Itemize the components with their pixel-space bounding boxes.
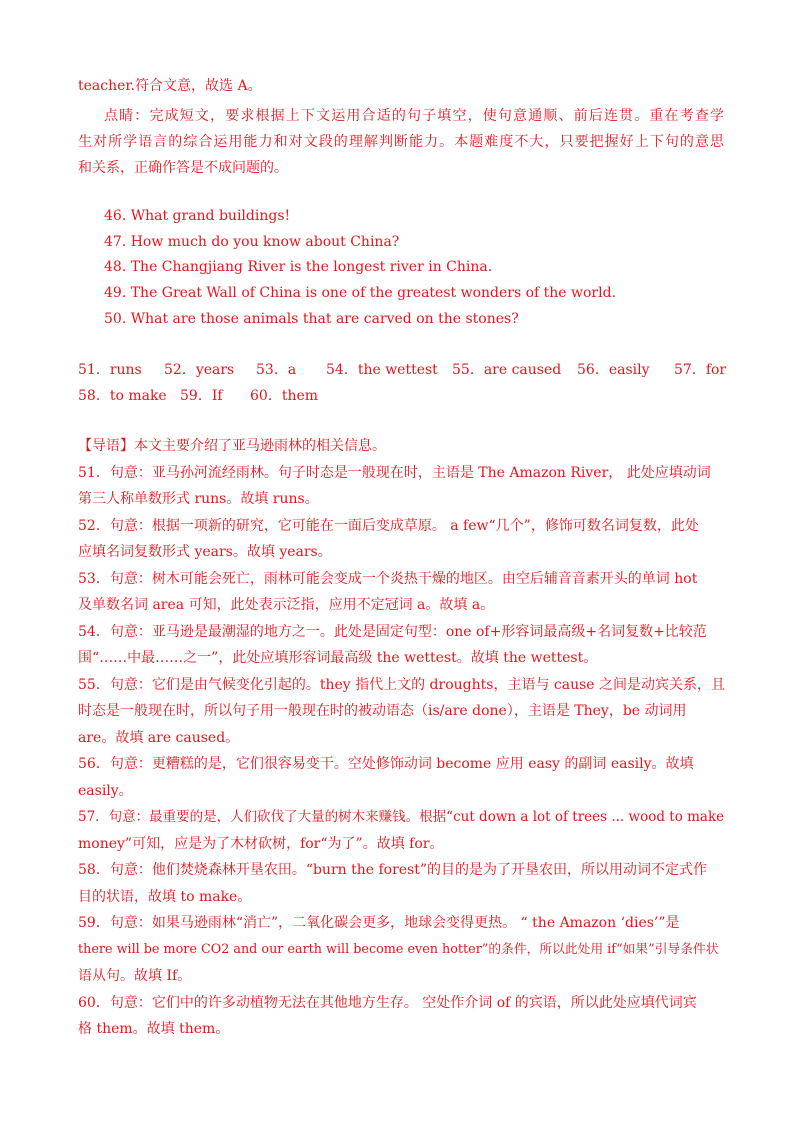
explanation-line: money”可知，应是为了木材砍树，for“为了”。故填 for。 [78, 836, 444, 852]
tip-line: 点睛：完成短文，要求根据上下文运用合适的句子填空，使句意通顺、前后连贯。重在考查学 [104, 108, 724, 124]
explanation-line: there will be more CO2 and our earth will become even hotter”的条件，所以此处用 if“如果”引导条件状 [78, 942, 719, 957]
explanation-line: 围“……中最……之一”，此处应填形容词最高级 the wettest。故填 the wettest。 [78, 650, 598, 666]
explanation-line: 58．句意：他们焚烧森林开垦农田。“burn the forest”的目的是为了开垦农田，所以用动词不定式作 [78, 862, 708, 878]
explanation-line: 52．句意：根据一项新的研究，它可能在一面后变成草原。 a few“几个”，修饰可数名词复数，此处 [78, 518, 699, 534]
sentence-answer: 47. How much do you know about China? [104, 234, 400, 250]
explanation-line: 57．句意：最重要的是，人们砍伐了大量的树木来赚钱。根据“cut down a lot of trees ... wood to make [78, 809, 725, 825]
answer-item: 53．a [256, 362, 297, 378]
explanation-line: are。故填 are caused。 [78, 730, 240, 746]
explanation-line: easily。 [78, 783, 133, 799]
tip-line: 生对所学语言的综合运用能力和对文段的理解判断能力。本题难度不大，只要把握好上下句的意思 [78, 134, 724, 150]
explanation-line: 54．句意：亚马逊是最潮湿的地方之一。此处是固定句型：one of+形容词最高级+名词复数+比较范 [78, 624, 707, 640]
answer-item: 58．to make [78, 388, 167, 404]
explanation-line: 目的状语，故填 to make。 [78, 889, 252, 905]
explanation-line: 语从句。故填 If。 [78, 968, 192, 984]
explanation-line: 及单数名词 area 可知，此处表示泛指，应用不定冠词 a。故填 a。 [78, 597, 495, 613]
explanation-line: 第三人称单数形式 runs。故填 runs。 [78, 491, 319, 507]
sentence-answer: 48. The Changjiang River is the longest river in China. [104, 259, 493, 275]
explanation-line: 60．句意：它们中的许多动植物无法在其他地方生存。 空处作介词 of 的宾语，所以此处应填代词宾 [78, 995, 697, 1011]
answer-item: 54．the wettest [326, 362, 438, 378]
explanation-line: 55．句意：它们是由气候变化引起的。they 指代上文的 droughts，主语与 cause 之间是动宾关系，且 [78, 677, 726, 693]
explanation-line: 51．句意：亚马孙河流经雨林。句子时态是一般现在时，主语是 The Amazon River， 此处应填动词 [78, 465, 711, 481]
sentence-answer: 49. The Great Wall of China is one of the greatest wonders of the world. [104, 285, 617, 301]
answer-item: 60．them [250, 388, 319, 404]
answer-item: 52．years [164, 362, 235, 378]
explanation-line: 56．句意：更糟糕的是，它们很容易变干。空处修饰动词 become 应用 easy 的副词 easily。故填 [78, 756, 694, 772]
explanation-line: 格 them。故填 them。 [78, 1021, 230, 1037]
sentence-answer: 50. What are those animals that are carved on the stones? [104, 311, 519, 327]
answer-item: 51．runs [78, 362, 142, 378]
tip-line: 和关系，正确作答是不成问题的。 [78, 160, 288, 176]
prev-answer-line: teacher.符合文意，故选 A。 [78, 78, 262, 94]
explanation-line: 时态是一般现在时，所以句子用一般现在时的被动语态（is/are done），主语是 They，be 动词用 [78, 703, 687, 719]
answer-item: 57．for [674, 362, 727, 378]
guide-heading: 【导语】本文主要介绍了亚马逊雨林的相关信息。 [78, 438, 386, 454]
explanation-line: 53．句意：树木可能会死亡，雨林可能会变成一个炎热干燥的地区。由空后辅音音素开头的单词 hot [78, 571, 698, 587]
explanation-line: 59．句意：如果马逊雨林“消亡”，二氧化碳会更多，地球会变得更热。 “ the Amazon ‘dies’”是 [78, 915, 680, 931]
sentence-answer: 46. What grand buildings! [104, 208, 291, 224]
explanation-line: 应填名词复数形式 years。故填 years。 [78, 544, 332, 560]
answer-item: 59．If [180, 388, 223, 404]
answer-item: 56．easily [577, 362, 650, 378]
answer-item: 55．are caused [452, 362, 562, 378]
